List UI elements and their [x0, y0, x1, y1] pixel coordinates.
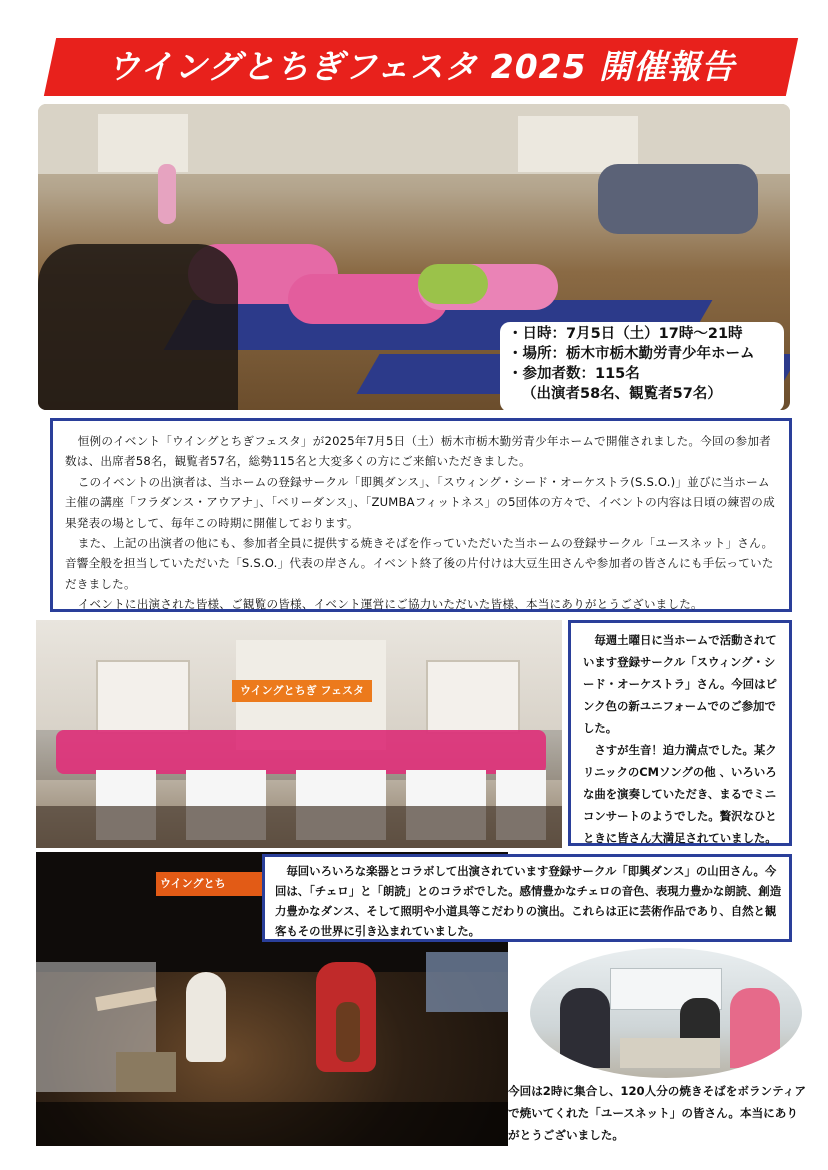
band-photo — [36, 620, 562, 848]
report-paragraph: このイベントの出演者は、当ホームの登録サークル「即興ダンス」、「スウィング・シード・オーケストラ(S.S.O.)」並びに当ホーム主催の講座「フラダンス・アウアナ」、「ベリーダンス」、「ZUMBAフィットネス」の5団体の方々で、イベントの内容は日頃の練習の成果発表の場として、毎年この時期に開催しております。 — [65, 474, 775, 530]
report-paragraph: イベントに出演された皆様、ご観覧の皆様、イベント運営にご協力いただいた皆様、本当にありがとうございました。 — [77, 597, 703, 612]
event-date: ・日時：7月5日（土）17時～21時 — [508, 326, 743, 342]
event-participants-detail: （出演者58名、観覧者57名） — [522, 386, 722, 402]
band-report-text — [568, 620, 792, 846]
report-paragraph: 毎週土曜日に当ホームで活動されています登録サークル「スウィング・シード・オーケストラ」さん。今回はピンク色の新ユニフォームでのご参加でした。 — [583, 633, 777, 735]
report-paragraph: 毎回いろいろな楽器とコラボして出演されています登録サークル「即興ダンス」の山田さん。今回は、「チェロ」と「朗読」とのコラボでした。感情豊かなチェロの音色、表現力豊かな朗読、創造力豊かなダンス、そして照明や小道具等こだわりの演出。これらは正に芸術作品であり、自然と観客もその世界に引き込まれていました。 — [275, 864, 782, 938]
event-place: ・場所：栃木市栃木勤労青少年ホーム — [508, 346, 755, 362]
caption-text: 今回は2時に集合し、120人分の焼きそばをボランティアで焼いてくれた「ユースネット」の皆さん。本当にありがとうございました。 — [508, 1084, 806, 1142]
band-stage-banner: ウイングとちぎ フェスタ — [232, 680, 372, 702]
report-paragraph: さすが生音！迫力満点でした。某クリニックのCMソングの他 、いろいろな曲を演奏していただき、まるでミニコンサートのようでした。贅沢なひとときに皆さん大満足されていました。 — [583, 743, 777, 845]
event-participants: ・参加者数：115名 — [508, 366, 640, 382]
kitchen-photo — [530, 948, 802, 1078]
report-paragraph: また、上記の出演者の他にも、参加者全員に提供する焼きそばを作っていただいた当ホームの登録サークル「ユースネット」さん。音響全般を担当していただいた「S.S.O.」代表の岸さん。イベント終了後の片付けは大豆生田さんや参加者の皆さんにも手伝っていただきました。 — [65, 536, 774, 591]
dance-report-text — [262, 854, 792, 942]
event-info-box — [500, 322, 784, 412]
page-title: ウイングとちぎフェスタ 2025 開催報告 — [106, 47, 736, 86]
report-paragraph: 恒例のイベント「ウイングとちぎフェスタ」が2025年7月5日（土）栃木市栃木勤労青少年ホームで開催されました。今回の参加者数は、出席者58名，観覧者57名，総勢115名と大変多くの方にご来館いただきました。 — [65, 434, 771, 469]
kitchen-caption — [508, 1080, 808, 1150]
main-report-text — [50, 418, 792, 612]
dance-stage-banner: ウイングとち — [156, 872, 280, 896]
